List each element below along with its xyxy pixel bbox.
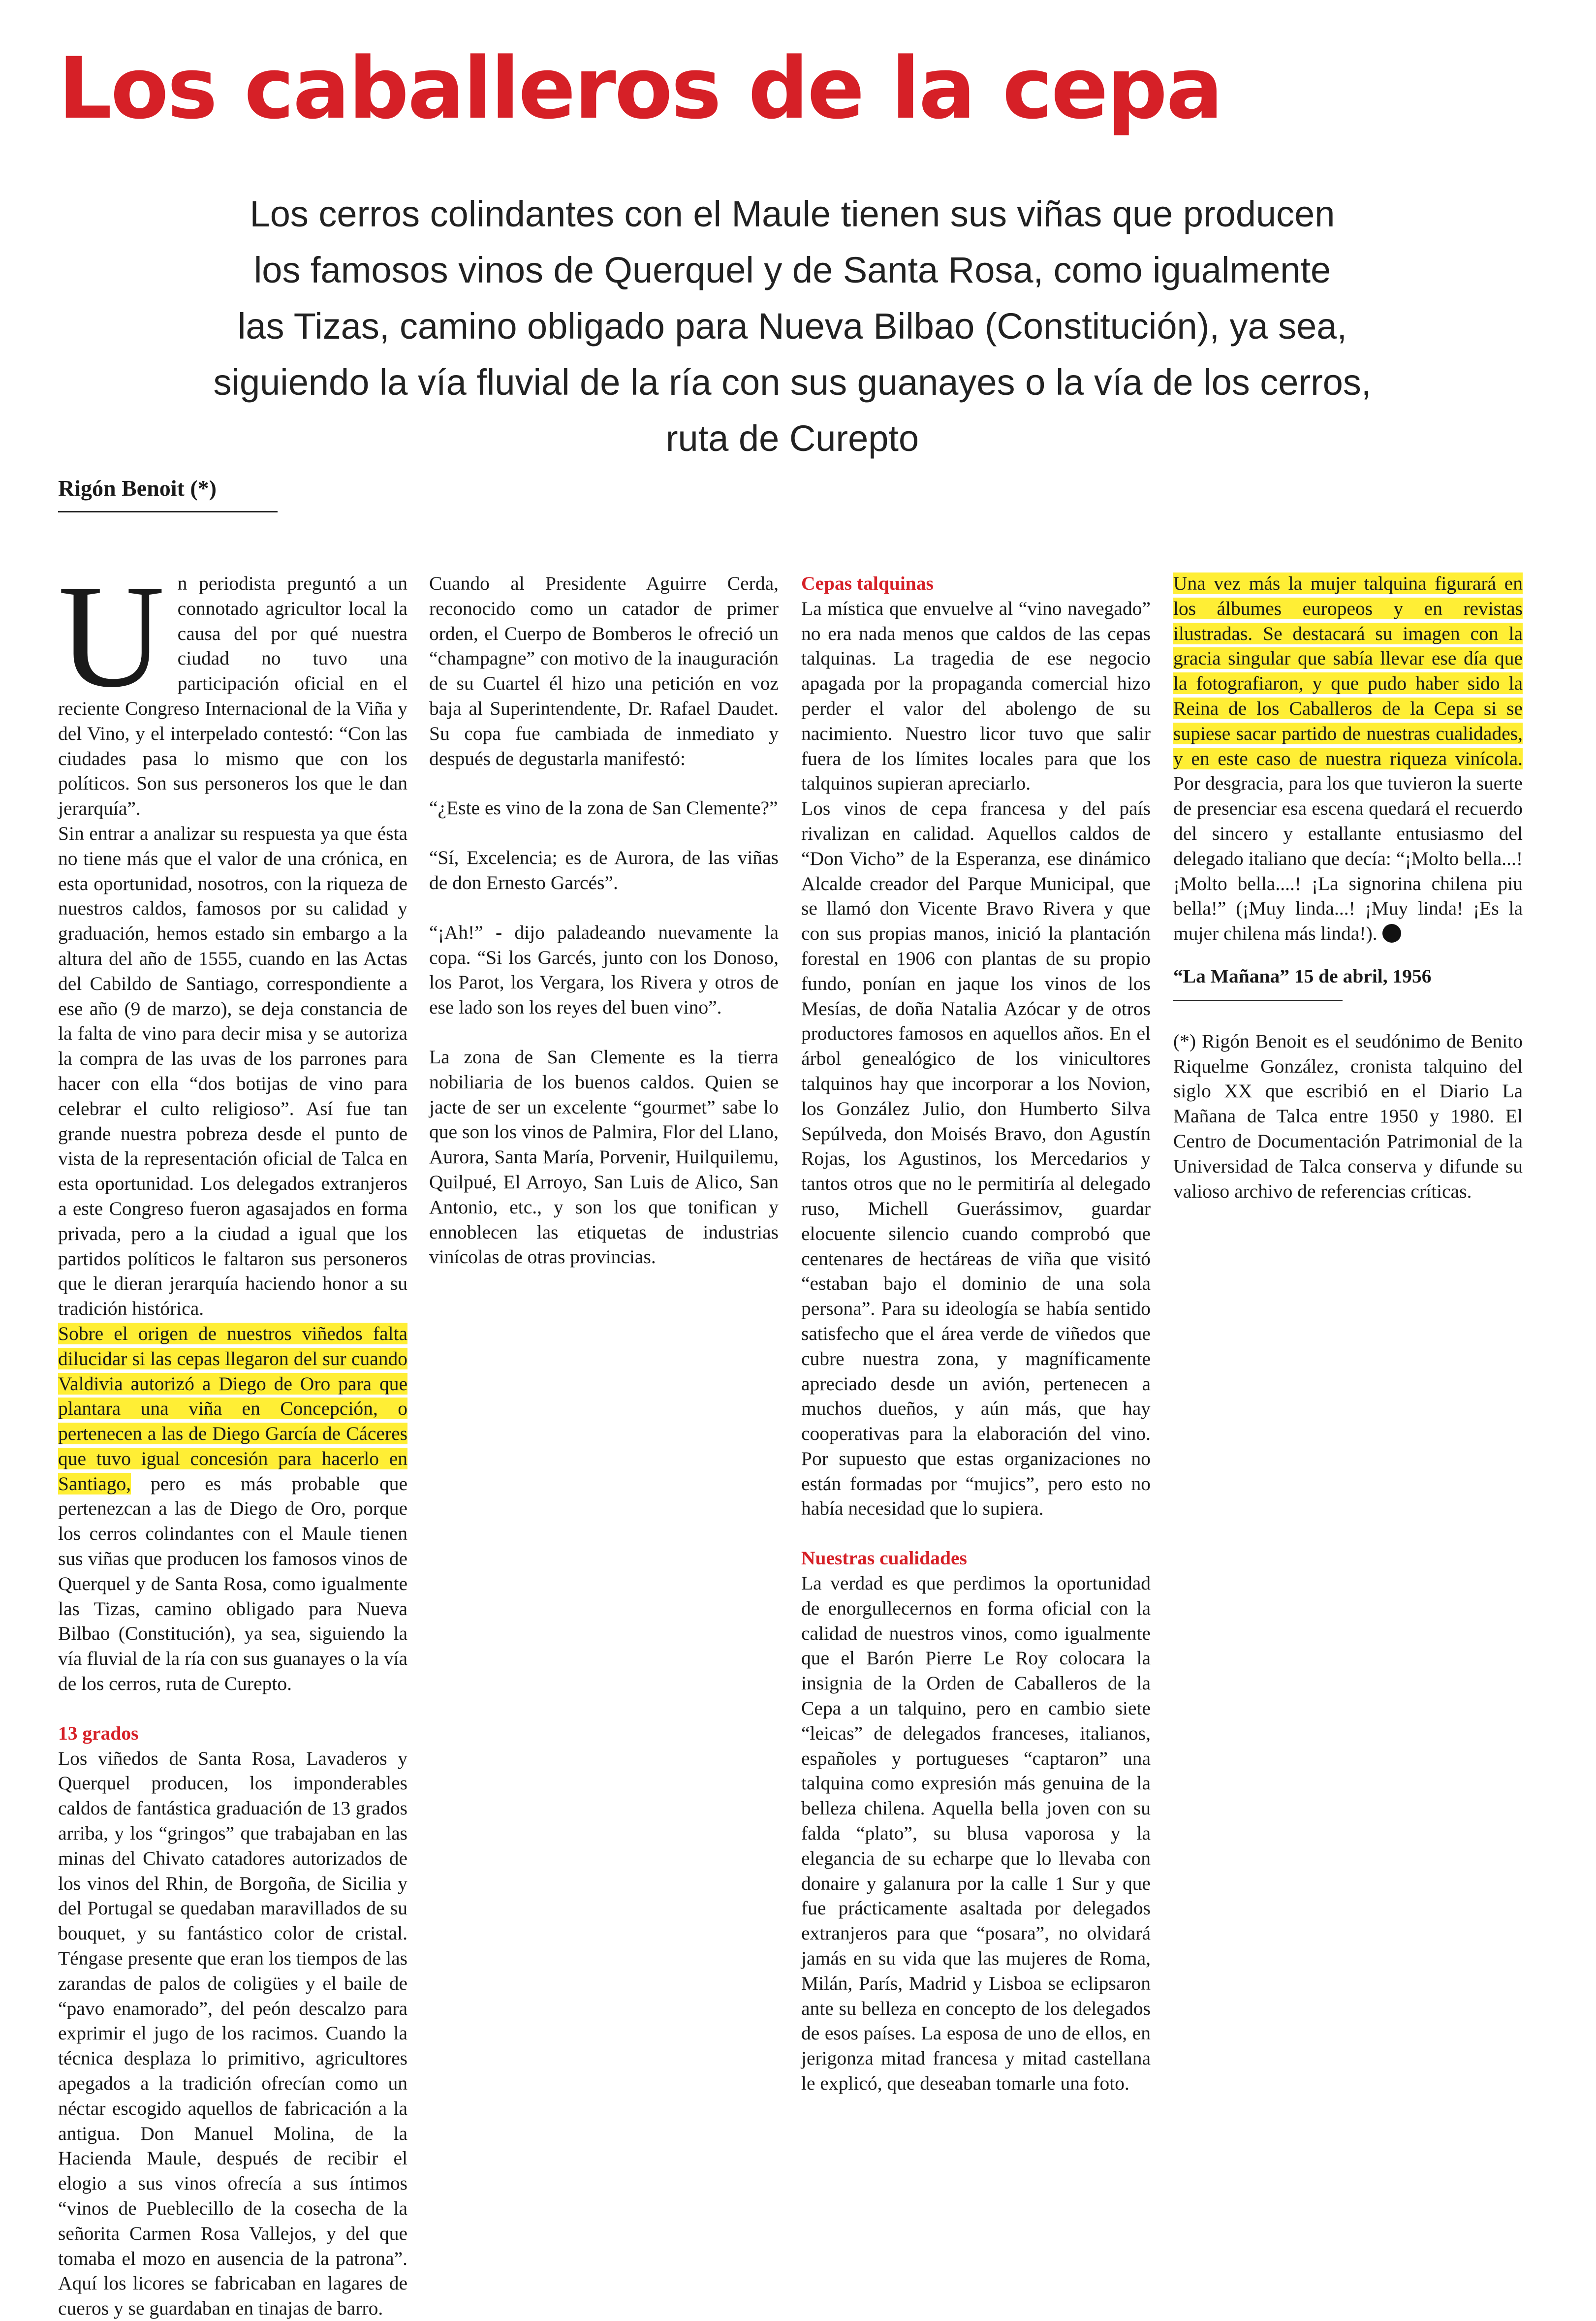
source-divider	[1173, 1000, 1343, 1001]
subtitle-line: las Tizas, camino obligado para Nueva Bilbao (Constitución), ya sea,	[237, 306, 1347, 347]
paragraph-text: pero es más probable que pertenezcan a las de Diego de Oro, porque los cerros colindantes con el Maule tienen sus viñas que producen los famosos vinos de Querquel y de Santa Rosa, como igualmente las Tizas, camino obligado para Nueva Bilbao (Constitución), ya sea, siguiendo la vía fluvial de la ría con sus guanayes o la vía de los cerros, ruta de Curepto.	[58, 1472, 407, 1695]
article-title: Los caballeros de la cepa	[58, 39, 1222, 138]
paragraph-text: Por desgracia, para los que tuvieron la suerte de presenciar esa escena quedará el recuerdo del sincero y estallante entusiasmo del delegado italiano que decía: “¡Molto bella...! ¡Molto bella....! ¡La signorina chilena piu bella!” (¡Muy linda...! ¡Muy linda! ¡Es la mujer chilena más linda!).	[1173, 772, 1523, 945]
paragraph: “Sí, Excelencia; es de Aurora, de las viñas de don Ernesto Garcés”.	[429, 847, 779, 893]
column-4	[1173, 571, 1523, 1204]
author-footnote: (*) Rigón Benoit es el seudónimo de Benito Riquelme González, cronista talquino del siglo XX que escribió en el Diario La Mañana de Talca entre 1950 y 1980. El Centro de Documentación Patrimonial de la Universidad de Talca conserva y difunde su valioso archivo de referencias críticas.	[1173, 1030, 1523, 1202]
paragraph: Cuando al Presidente Aguirre Cerda, reconocido como un catador de primer orden, el Cuerpo de Bomberos le ofreció un “champagne” con motivo de la inauguración de su Cuartel él hizo una petición en voz baja al Superintendente, Dr. Rafael Daudet. Su copa fue cambiada de inmediato y después de degustarla manifestó:	[429, 572, 779, 769]
article-subtitle	[54, 186, 1531, 467]
paragraph-text: n periodista preguntó a un connotado agricultor local la causa del por qué nuestra ciudad no tuvo una participación oficial en el reciente Congreso Internacional de la Viña y del Vino, y el interpelado contestó: “Con las ciudades pasa lo mismo que con los políticos. Son sus personeros los que le dan jerarquía”.	[58, 572, 407, 820]
subtitle-line: siguiendo la vía fluvial de la ría con sus guanayes o la vía de los cerros,	[213, 362, 1372, 403]
highlighted-text: Sobre el origen de nuestros viñedos falta dilucidar si las cepas llegaron del sur cuando Valdivia autorizó a Diego de Oro para que plantara una viña en Concepción, o pertenecen a las de Diego García de Cáceres que tuvo igual concesión para hacerlo en Santiago,	[58, 1322, 407, 1494]
column-1	[58, 554, 407, 2321]
paragraph	[58, 554, 407, 821]
paragraph: La zona de San Clemente es la tierra nobiliaria de los buenos caldos. Quien se jacte de ser un excelente “gourmet” sabe lo que son los vinos de Palmira, Flor del Llano, Aurora, Santa María, Porvenir, Huilquilemu, Quilpué, El Arroyo, San Luis de Alico, San Antonio, etc., y son los que tonifican y ennoblecen las etiquetas de industrias vinícolas de otras provincias.	[429, 1046, 779, 1268]
subtitle-line: Los cerros colindantes con el Maule tienen sus viñas que producen	[250, 193, 1335, 234]
paragraph	[58, 1321, 407, 1696]
paragraph	[1173, 571, 1523, 946]
paragraph: Los vinos de cepa francesa y del país rivalizan en calidad. Aquellos caldos de “Don Vicho” de la Esperanza, ese dinámico Alcalde creador del Parque Municipal, que se llamó don Vicente Bravo Rivera y que con sus propias manos, inició la plantación forestal en 1906 con plantas de su propio fundo, ponían en jaque los vinos de los Mesías, de doña Natalia Azócar y de otros productores famosos en aquellos años. En el árbol genealógico de los vinicultores talquinos hay que incorporar a los Novion, los González Julio, don Humberto Silva Sepúlveda, don Moisés Bravo, don Agustín Rojas, los Agustinos, los Mercedarios y tantos otros que no le permitiría al delegado ruso, Michell Guerássimov, guardar elocuente silencio cuando comprobó que centenares de hectáreas de viña que visitó “estaban bajo el dominio de una sola persona”. Para su ideología se había sentido satisfecho que el área verde de viñedos que cubre nuestra zona, y magníficamente apreciado desde un avión, pertenecen a muchos dueños, y aún más, que hay cooperativas para la elaboración del vino. Por supuesto que estas organizaciones no están formadas por “mujics”, pero esto no había necesidad que lo supiera.	[801, 797, 1151, 1520]
byline-divider	[58, 511, 278, 512]
section-heading-cepas-talquinas: Cepas talquinas	[801, 572, 934, 594]
paragraph: “¿Este es vino de la zona de San Clemente?”	[429, 797, 778, 819]
drop-cap: U	[58, 554, 165, 718]
byline: Rigón Benoit (*)	[58, 476, 217, 501]
paragraph: Sin entrar a analizar su respuesta ya que ésta no tiene más que el valor de una crónica, en esta oportunidad, nosotros, con la riqueza de nuestros caldos, famosos por su calidad y graduación, hemos estado sin embargo a la altura del año de 1555, cuando en las Actas del Cabildo de Santiago, correspondiente a ese año (9 de marzo), se deja constancia de la falta de vino para decir misa y se autoriza la compra de las uvas de los parrones para hacer con ella “dos botijas de vino para celebrar el culto religioso”. Así fue tan grande nuestra pobreza desde el punto de vista de la representación oficial de Talca en esta oportunidad. Los delegados extranjeros a este Congreso fueron agasajados en forma privada, pero a la ciudad a igual que los partidos políticos le faltaron sus personeros que le dieran jerarquía haciendo honor a su tradición histórica.	[58, 822, 407, 1320]
subtitle-line: ruta de Curepto	[665, 418, 919, 459]
end-mark-icon	[1382, 924, 1401, 943]
source-citation: “La Mañana” 15 de abril, 1956	[1173, 965, 1432, 987]
paragraph: “¡Ah!” - dijo paladeando nuevamente la copa. “Si los Garcés, junto con los Donoso, los Parot, los Vergara, los Rivera y otros de ese lado son los reyes del buen vino”.	[429, 921, 779, 1018]
section-heading-13-grados: 13 grados	[58, 1722, 139, 1744]
highlighted-text: Una vez más la mujer talquina figurará en los álbumes europeos y en revistas ilustradas. Se destacará su imagen con la gracia singular que sabía llevar ese día que la fotografiaron, y que pudo haber sido la Reina de los Caballeros de la Cepa si se supiese sacar partido de nuestras cualidades, y en este caso de nuestra riqueza vinícola.	[1173, 572, 1523, 769]
column-2	[429, 571, 779, 1270]
paragraph: Los viñedos de Santa Rosa, Lavaderos y Querquel producen, los imponderables caldos de fantástica graduación de 13 grados arriba, y los “gringos” que trabajaban en las minas del Chivato catadores autorizados de los vinos del Rhin, de Borgoña, de Sicilia y del Portugal se quedaban maravillados de su bouquet, y su fantástico color de cristal. Téngase presente que eran los tiempos de las zarandas de palos de coligües y el baile de “pavo enamorado”, del peón descalzo para exprimir el jugo de los racimos. Cuando la técnica desplaza lo primitivo, agricultores apegados a la tradición ofrecían como un néctar escogido aquellos de fabricación a la antigua. Don Manuel Molina, de la Hacienda Maule, después de recibir el elogio a sus vinos ofrecía a sus íntimos “vinos de Pueblecillo de la cosecha de la señorita Carmen Rosa Vallejos, y del que tomaba el mozo en ausencia de la patrona”. Aquí los licores se fabricaban en lagares de cueros y se guardaban en tinajas de barro.	[58, 1747, 407, 2320]
column-3	[801, 571, 1151, 2096]
paragraph: La verdad es que perdimos la oportunidad de enorgullecernos en forma oficial con la calidad de nuestros vinos, como igualmente que el Barón Pierre Le Roy colocara la insignia de la Orden de Caballeros de la Cepa a un talquino, pero en cambio siete “leicas” de delegados franceses, italianos, españoles y portugueses “captaron” una talquina como expresión más genuina de la belleza chilena. Aquella bella joven con su falda “plato”, su blusa vaporosa y la elegancia de su echarpe que lo llevaba con donaire y galanura por la calle 1 Sur y que fue prácticamente asaltada por delegados extranjeros para que “posara”, no olvidará jamás en su vida que las mujeres de Roma, Milán, París, Madrid y Lisboa se eclipsaron ante su belleza en concepto de los delegados de esos países. La esposa de uno de ellos, en jerigonza mitad francesa y mitad castellana le explicó, que deseaban tomarle una foto.	[801, 1572, 1151, 2095]
section-heading-nuestras-cualidades: Nuestras cualidades	[801, 1547, 967, 1569]
subtitle-line: los famosos vinos de Querquel y de Santa Rosa, como igualmente	[253, 250, 1331, 290]
paragraph: La mística que envuelve al “vino navegado” no era nada menos que caldos de las cepas talquinas. La tragedia de ese negocio apagada por la propaganda comercial hizo perder el valor del abolengo de su nacimiento. Nuestro licor tuvo que salir fuera de los límites locales para que los talquinos supieran apreciarlo.	[801, 597, 1151, 795]
